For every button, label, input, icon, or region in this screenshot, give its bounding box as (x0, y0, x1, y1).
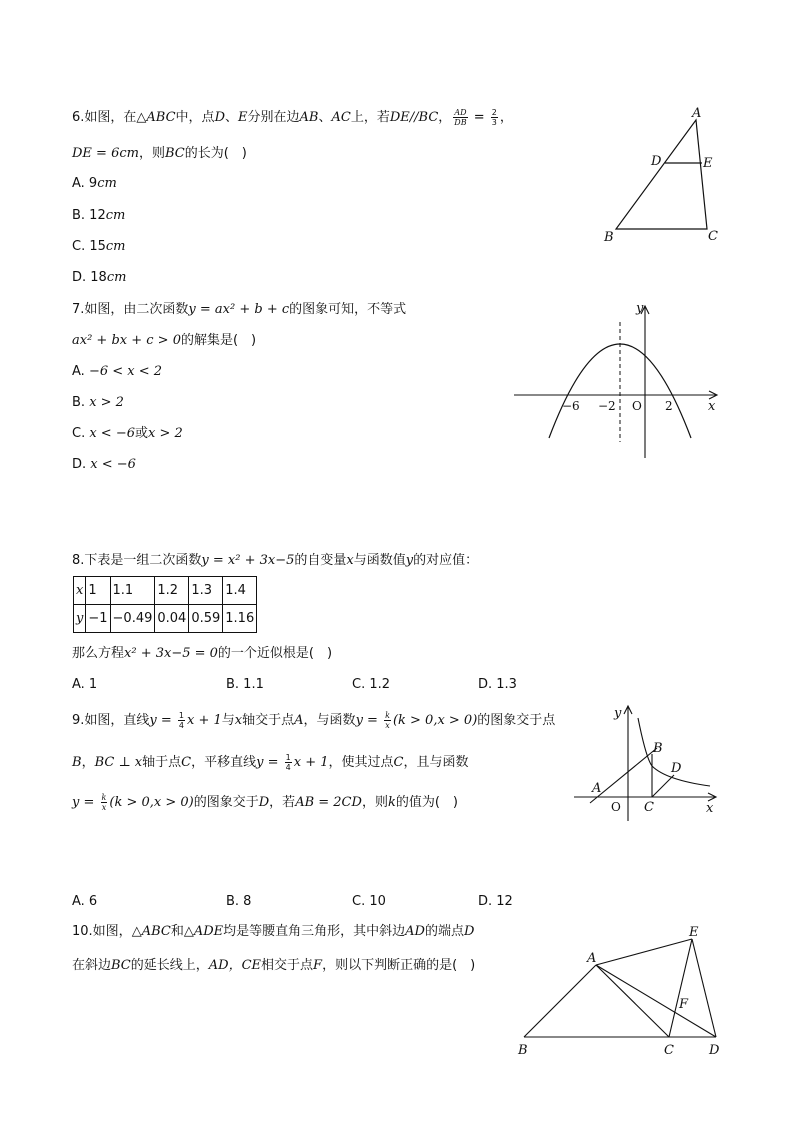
q10-stem-line1: 10.如图，△ABC和△ADE均是等腰直角三角形，其中斜边AD的端点D (72, 924, 475, 939)
q9-label-y: y (614, 706, 622, 721)
q7-option-d[interactable]: D. x < −6 (72, 457, 136, 472)
q9-segment-cd (652, 775, 674, 797)
q9-hyperbola-figure (570, 700, 725, 825)
q8-stem-line1: 8.下表是一组二次函数y = x² + 3x−5的自变量x与函数值y的对应值： (72, 553, 479, 568)
table-row: y −1 −0.49 0.04 0.59 1.16 (74, 605, 257, 633)
q6-label-b: B (604, 230, 614, 245)
q10-label-a: A (587, 951, 597, 966)
q9-option-b[interactable]: B. 8 (226, 894, 252, 909)
q6-label-e: E (703, 156, 713, 171)
q9-option-c[interactable]: C. 10 (352, 894, 386, 909)
q10-label-e: E (689, 925, 699, 940)
q10-segment-ae (596, 939, 692, 965)
q8-value-table (73, 576, 257, 633)
q9-stem-line1: 9.如图，直线y = $\frac{1}{4}$ x + 1与x轴交于点A，与函数y = $\frac{k}{x}$ (k > 0,x > 0)的图象交于点 (72, 711, 556, 730)
q7-stem-line1: 7.如图，由二次函数y = ax² + b + c的图象可知，不等式 (72, 302, 407, 317)
q7-option-b[interactable]: B. x > 2 (72, 395, 124, 410)
q6-label-d: D (651, 154, 662, 169)
q6-value-fraction: $\frac{2}{3}$ (491, 108, 497, 127)
q6-option-d[interactable]: D. 18cm (72, 270, 127, 285)
q9-option-d[interactable]: D. 12 (478, 894, 513, 909)
q6-ratio-fraction: $\frac{AD}{DB}$ (454, 108, 467, 127)
q10-segment-ad (596, 965, 716, 1037)
q7-label-x: x (708, 399, 716, 414)
q6-label-c: C (708, 229, 718, 244)
q7-option-a[interactable]: A. −6 < x < 2 (72, 364, 163, 379)
q8-option-b[interactable]: B. 1.1 (226, 677, 264, 692)
q8-option-d[interactable]: D. 1.3 (478, 677, 517, 692)
q6-option-a[interactable]: A. 9cm (72, 176, 117, 191)
q9-stem-line3: y = $\frac{k}{x}$ (k > 0,x > 0)的图象交于D，若AB = 2CD，则k的值为( ) (72, 793, 458, 812)
q9-k-over-x: $\frac{k}{x}$ (385, 711, 390, 730)
q10-stem-line2: 在斜边BC的延长线上，AD，CE相交于点F，则以下判断正确的是( ) (72, 958, 476, 973)
q9-k-over-x-2: $\frac{k}{x}$ (101, 793, 107, 812)
q8-option-c[interactable]: C. 1.2 (352, 677, 391, 692)
q7-tick-neg6: −6 (562, 399, 580, 413)
q8-option-a[interactable]: A. 1 (72, 677, 98, 692)
q10-segment-ac (596, 965, 669, 1037)
q7-tick-neg2: −2 (598, 399, 616, 413)
q10-label-b: B (518, 1043, 528, 1058)
q8-stem-line2: 那么方程x² + 3x−5 = 0的一个近似根是( ) (72, 646, 333, 661)
q10-segment-ce (669, 939, 692, 1037)
q9-label-d: D (671, 761, 682, 776)
q7-label-origin: O (632, 399, 642, 413)
q6-option-c[interactable]: C. 15cm (72, 239, 126, 254)
q6-label-a: A (692, 106, 702, 121)
q9-quarter-fraction-2: $\frac{1}{4}$ (285, 753, 291, 772)
q10-triangles-figure (510, 918, 730, 1063)
q9-quarter-fraction: $\frac{1}{4}$ (178, 711, 185, 730)
q7-parabola-figure (510, 298, 730, 463)
q7-stem-line2: ax² + bx + c > 0的解集是( ) (72, 333, 257, 348)
table-row: x 1 1.1 1.2 1.3 1.4 (74, 577, 257, 605)
q6-stem-line2: DE = 6cm，则BC的长为( ) (72, 146, 247, 161)
q10-label-f: F (679, 997, 689, 1012)
q10-label-d: D (709, 1043, 720, 1058)
q9-label-x: x (706, 801, 714, 816)
q9-stem-line2: B，BC ⊥ x轴于点C，平移直线y = $\frac{1}{4}$ x + 1，使其过点C，且与函数 (72, 753, 469, 772)
q6-triangle-abc (616, 120, 707, 229)
q7-label-y: y (636, 301, 644, 316)
q10-segment-ed (692, 939, 716, 1037)
q10-label-c: C (664, 1043, 674, 1058)
q9-label-a: A (592, 781, 602, 796)
q10-segment-ab (524, 965, 596, 1037)
q9-label-b: B (653, 741, 663, 756)
q6-triangle-figure (590, 100, 730, 250)
q9-label-origin: O (611, 800, 621, 814)
q6-option-b[interactable]: B. 12cm (72, 208, 126, 223)
q6-stem-line1: 6.如图，在△ABC中，点D、E分别在边AB、AC上，若DE//BC， $\frac{AD}{DB}$ = $\frac{2}{3}$ ， (72, 108, 513, 127)
q9-option-a[interactable]: A. 6 (72, 894, 98, 909)
q7-option-c[interactable]: C. x < −6或x > 2 (72, 426, 183, 441)
q7-tick-pos2: 2 (665, 399, 673, 413)
q9-label-c: C (644, 800, 654, 815)
